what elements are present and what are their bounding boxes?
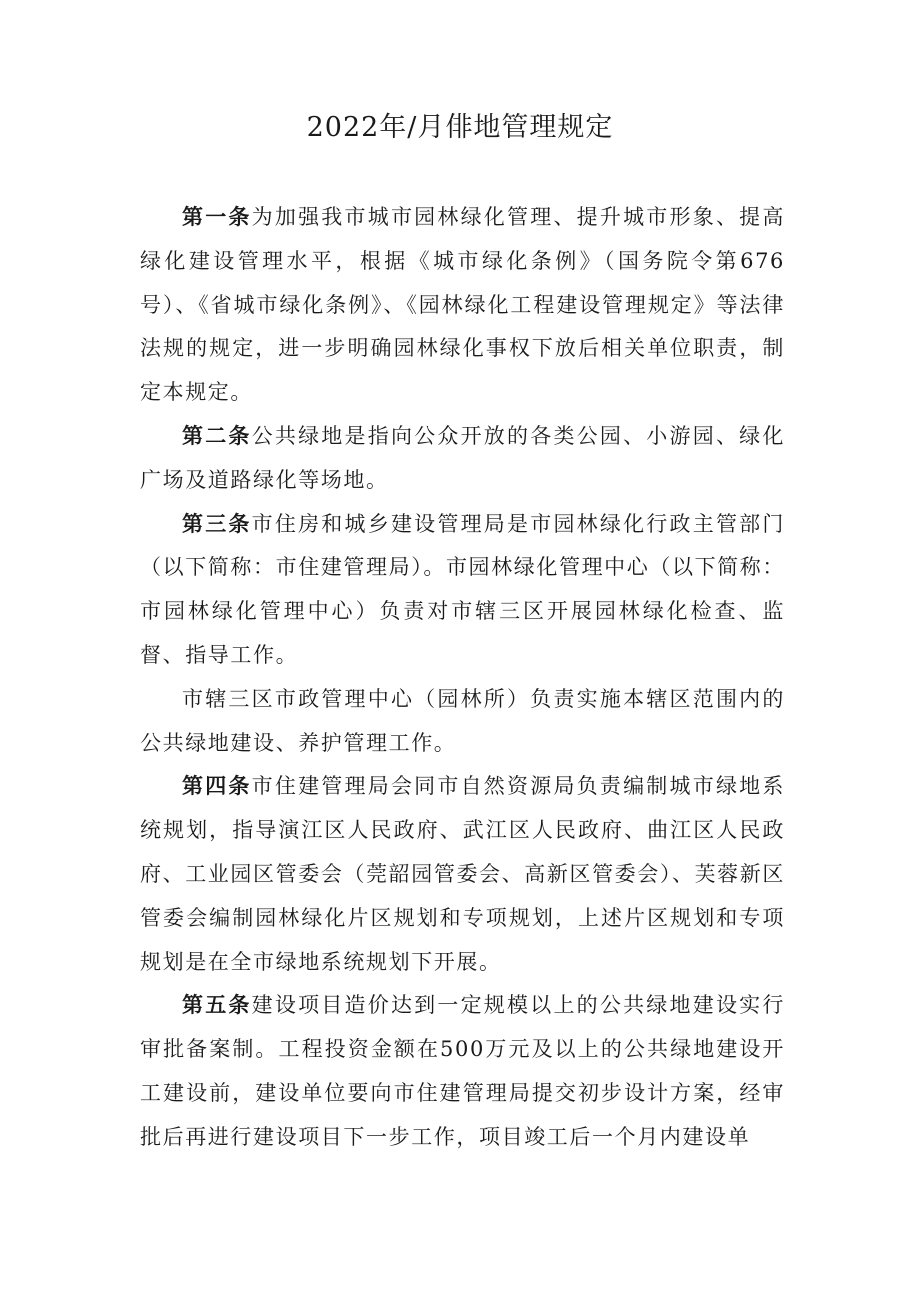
article-2-text: 公共绿地是指向公众开放的各类公园、小游园、绿化广场及道路绿化等场地。	[140, 423, 785, 492]
article-1-text: 为加强我市城市园林绿化管理、提升城市形象、提高绿化建设管理水平，根据《城市绿化条例》（国务院令第676号）、《省城市绿化条例》、《园林绿化工程建设管理规定》等法律法规的规定，进一步明确园林绿化事权下放后相关单位职责，制定本规定。	[140, 205, 785, 405]
article-2-paragraph	[140, 415, 785, 503]
article-1-number: 第一条	[182, 205, 252, 229]
article-3-continuation-text: 市辖三区市政管理中心（园林所）负责实施本辖区范围内的公共绿地建设、养护管理工作。	[140, 686, 785, 755]
article-4-text: 市住建管理局会同市自然资源局负责编制城市绿地系统规划，指导演江区人民政府、武江区人民政府、曲江区人民政府、工业园区管委会（莞韶园管委会、高新区管委会）、芙蓉新区管委会编制园林绿化片区规划和专项规划，上述片区规划和专项规划是在全市绿地系统规划下开展。	[140, 774, 785, 974]
article-2-number: 第二条	[182, 423, 252, 448]
article-5-text: 建设项目造价达到一定规模以上的公共绿地建设实行审批备案制。工程投资金额在500万元及以上的公共绿地建设开工建设前，建设单位要向市住建管理局提交初步设计方案，经审批后再进行建设项目下一步工作，项目竣工后一个月内建设单	[140, 993, 785, 1149]
article-1-paragraph	[140, 196, 785, 415]
article-3-paragraph	[140, 503, 785, 678]
article-4-paragraph	[140, 765, 785, 984]
article-3-number: 第三条	[182, 511, 252, 536]
article-4-number: 第四条	[182, 774, 252, 799]
article-5-paragraph	[140, 984, 785, 1159]
article-3-text: 市住房和城乡建设管理局是市园林绿化行政主管部门（以下简称：市住建管理局）。市园林绿化管理中心（以下简称：市园林绿化管理中心）负责对市辖三区开展园林绿化检查、监督、指导工作。	[140, 511, 785, 667]
article-3-continuation-paragraph	[140, 678, 785, 766]
document-body	[140, 196, 785, 1160]
article-5-number: 第五条	[182, 993, 252, 1018]
document-title: 2022年/月俳地管理规定	[306, 112, 614, 143]
